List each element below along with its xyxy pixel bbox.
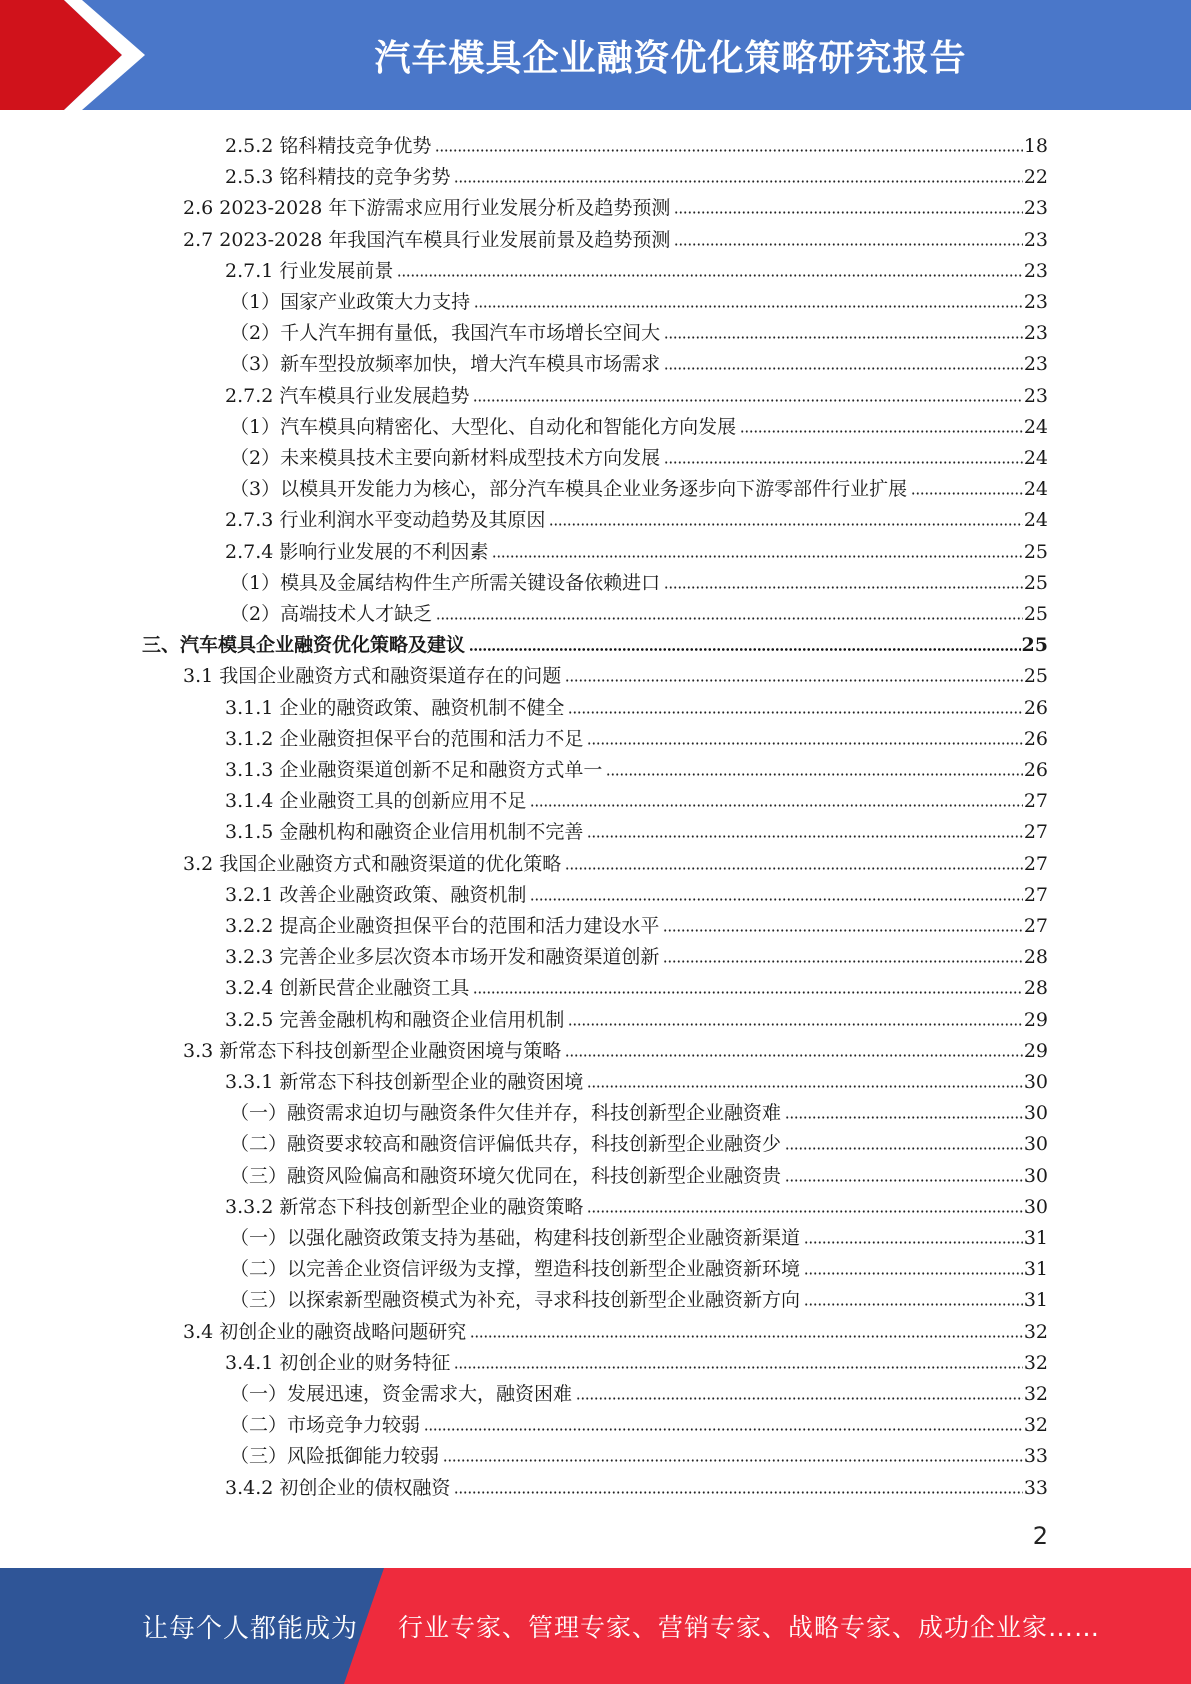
toc-entry-label: （3）以模具开发能力为核心，部分汽车模具企业业务逐步向下游零部件行业扩展 xyxy=(230,478,908,501)
toc-dot-leader xyxy=(576,1397,1023,1400)
toc-dot-leader xyxy=(473,991,1022,994)
toc-entry-label: （一）融资需求迫切与融资条件欠佳并存，科技创新型企业融资难 xyxy=(230,1102,782,1125)
toc-entry[interactable] xyxy=(230,470,1048,500)
toc-entry-page: 23 xyxy=(1023,291,1048,313)
toc-dot-leader xyxy=(674,211,1022,214)
toc-entry-label: 3.2.5 完善金融机构和融资企业信用机制 xyxy=(225,1008,565,1031)
toc-entry-page: 25 xyxy=(1023,571,1048,594)
toc-entry[interactable] xyxy=(230,314,1048,344)
toc-entry-label: 三、汽车模具企业融资优化策略及建议 xyxy=(142,634,466,657)
toc-dot-leader xyxy=(568,1023,1022,1026)
toc-entry-page: 23 xyxy=(1023,259,1048,282)
toc-entry-page: 31 xyxy=(1023,1289,1048,1312)
toc-entry-page: 18 xyxy=(1023,135,1048,157)
toc-dot-leader xyxy=(397,274,1022,277)
toc-entry[interactable] xyxy=(230,1219,1048,1249)
toc-entry-label: 2.5.3 铭科精技的竞争劣势 xyxy=(225,166,451,189)
toc-dot-leader xyxy=(804,1241,1023,1244)
toc-entry[interactable] xyxy=(225,876,1048,906)
toc-entry[interactable] xyxy=(225,1001,1048,1031)
header-banner xyxy=(0,0,1191,110)
toc-dot-leader xyxy=(663,929,1022,932)
toc-entry[interactable] xyxy=(230,1281,1048,1311)
toc-entry-label: （1）模具及金属结构件生产所需关键设备依赖进口 xyxy=(230,571,661,594)
toc-entry[interactable] xyxy=(183,1032,1048,1062)
toc-entry[interactable] xyxy=(225,1063,1048,1093)
toc-entry-page: 23 xyxy=(1023,384,1048,407)
toc-entry-label: （一）以强化融资政策支持为基础，构建科技创新型企业融资新渠道 xyxy=(230,1227,801,1249)
toc-dot-leader xyxy=(804,1303,1023,1306)
toc-dot-leader xyxy=(785,1179,1023,1182)
toc-dot-leader xyxy=(469,648,1021,651)
toc-entry[interactable] xyxy=(183,1313,1048,1343)
toc-dot-leader xyxy=(804,1272,1023,1275)
toc-entry[interactable] xyxy=(230,408,1048,438)
toc-entry-label: （三）融资风险偏高和融资环境欠优同在，科技创新型企业融资贵 xyxy=(230,1164,782,1187)
toc-dot-leader xyxy=(785,1147,1023,1150)
toc-entry-label: 2.5.2 铭科精技竞争优势 xyxy=(225,135,432,157)
toc-dot-leader xyxy=(663,960,1022,963)
toc-entry-label: （二）市场竞争力较弱 xyxy=(230,1414,421,1437)
toc-dot-leader xyxy=(549,523,1022,526)
toc-entry-page: 26 xyxy=(1023,696,1048,719)
toc-dot-leader xyxy=(454,180,1022,183)
toc-dot-leader xyxy=(565,1054,1023,1057)
toc-entry-page: 28 xyxy=(1023,946,1048,969)
toc-entry[interactable] xyxy=(225,751,1048,781)
toc-entry-label: 2.7 2023-2028 年我国汽车模具行业发展前景及趋势预测 xyxy=(183,228,671,251)
toc-entry-page: 26 xyxy=(1023,759,1048,781)
toc-entry-label: （1）汽车模具向精密化、大型化、自动化和智能化方向发展 xyxy=(230,415,737,438)
toc-dot-leader xyxy=(436,617,1023,620)
toc-entry[interactable] xyxy=(230,1125,1048,1155)
toc-dot-leader xyxy=(587,1085,1022,1088)
toc-entry-page: 24 xyxy=(1023,478,1048,501)
toc-entry-page: 33 xyxy=(1023,1476,1048,1499)
toc-entry[interactable] xyxy=(225,720,1048,750)
toc-entry[interactable] xyxy=(230,1157,1048,1187)
toc-entry-page: 23 xyxy=(1023,197,1048,220)
toc-dot-leader xyxy=(492,555,1022,558)
toc-entry-page: 25 xyxy=(1023,540,1048,563)
toc-entry[interactable] xyxy=(230,1437,1048,1467)
toc-entry-page: 30 xyxy=(1023,1195,1048,1218)
toc-dot-leader xyxy=(911,492,1023,495)
toc-entry-page: 25 xyxy=(1021,634,1048,657)
toc-entry-label: 3.4 初创企业的融资战略问题研究 xyxy=(183,1320,467,1343)
toc-entry[interactable] xyxy=(225,1469,1048,1499)
toc-entry-label: 3.1.4 企业融资工具的创新应用不足 xyxy=(225,790,527,813)
toc-entry[interactable] xyxy=(183,189,1048,219)
toc-entry-label: 3.1.1 企业的融资政策、融资机制不健全 xyxy=(225,696,565,719)
toc-dot-leader xyxy=(785,1116,1023,1119)
toc-entry-label: （2）未来模具技术主要向新材料成型技术方向发展 xyxy=(230,447,661,469)
toc-dot-leader xyxy=(740,430,1023,433)
toc-entry-page: 30 xyxy=(1023,1071,1048,1093)
toc-entry[interactable] xyxy=(225,127,1048,157)
toc-entry-label: （2）高端技术人才缺乏 xyxy=(230,603,433,625)
toc-entry-label: （2）千人汽车拥有量低，我国汽车市场增长空间大 xyxy=(230,322,661,345)
toc-entry-label: 3.4.2 初创企业的债权融资 xyxy=(225,1476,451,1499)
toc-entry[interactable] xyxy=(230,1250,1048,1280)
toc-entry-label: 3.2.1 改善企业融资政策、融资机制 xyxy=(225,883,527,906)
toc-dot-leader xyxy=(587,742,1022,745)
toc-dot-leader xyxy=(674,243,1022,246)
toc-entry-page: 23 xyxy=(1023,228,1048,251)
toc-entry-page: 27 xyxy=(1023,790,1048,813)
toc-entry-page: 31 xyxy=(1023,1258,1048,1281)
toc-dot-leader xyxy=(530,804,1022,807)
toc-entry-page: 27 xyxy=(1023,852,1048,875)
toc-entry-label: 3.3.1 新常态下科技创新型企业的融资困境 xyxy=(225,1071,584,1093)
toc-dot-leader xyxy=(565,867,1023,870)
toc-entry-label: 3.2.4 创新民营企业融资工具 xyxy=(225,977,470,1000)
toc-dot-leader xyxy=(606,773,1022,776)
toc-entry-page: 22 xyxy=(1023,166,1048,189)
toc-entry-label: 3.2.3 完善企业多层次资本市场开发和融资渠道创新 xyxy=(225,946,660,969)
toc-entry-label: 3.3.2 新常态下科技创新型企业的融资策略 xyxy=(225,1195,584,1218)
toc-entry-label: （三）以探索新型融资模式为补充，寻求科技创新型企业融资新方向 xyxy=(230,1289,801,1312)
toc-dot-leader xyxy=(454,1491,1022,1494)
toc-entry[interactable] xyxy=(225,969,1048,999)
toc-entry-page: 29 xyxy=(1023,1008,1048,1031)
toc-entry-label: （一）发展迅速，资金需求大，融资困难 xyxy=(230,1383,573,1405)
toc-entry[interactable] xyxy=(225,501,1048,531)
toc-entry-page: 23 xyxy=(1023,353,1048,376)
toc-entry[interactable] xyxy=(230,283,1048,313)
toc-dot-leader xyxy=(424,1428,1023,1431)
toc-entry-page: 25 xyxy=(1023,665,1048,688)
toc-entry[interactable] xyxy=(230,1406,1048,1436)
toc-dot-leader xyxy=(664,336,1023,339)
toc-entry-page: 32 xyxy=(1023,1320,1048,1343)
toc-entry[interactable] xyxy=(225,533,1048,563)
toc-entry-page: 25 xyxy=(1023,603,1048,625)
toc-entry[interactable] xyxy=(225,377,1048,407)
toc-entry-page: 24 xyxy=(1023,447,1048,469)
toc-entry[interactable] xyxy=(225,938,1048,968)
toc-entry-page: 27 xyxy=(1023,883,1048,906)
toc-entry[interactable] xyxy=(183,221,1048,251)
toc-entry-label: 2.7.3 行业利润水平变动趋势及其原因 xyxy=(225,509,546,532)
toc-entry-label: （3）新车型投放频率加快，增大汽车模具市场需求 xyxy=(230,353,661,376)
toc-entry[interactable] xyxy=(225,782,1048,812)
toc-entry-label: 2.7.2 汽车模具行业发展趋势 xyxy=(225,384,470,407)
toc-entry[interactable] xyxy=(142,626,1048,656)
toc-entry[interactable] xyxy=(225,907,1048,937)
toc-entry[interactable] xyxy=(225,252,1048,282)
toc-dot-leader xyxy=(568,711,1022,714)
toc-entry-page: 28 xyxy=(1023,977,1048,1000)
toc-dot-leader xyxy=(435,149,1022,152)
toc-entry-page: 27 xyxy=(1023,821,1048,844)
toc-entry-page: 30 xyxy=(1023,1102,1048,1125)
toc-entry[interactable] xyxy=(225,1344,1048,1374)
toc-entry[interactable] xyxy=(230,1094,1048,1124)
toc-entry-label: （二）以完善企业资信评级为支撑，塑造科技创新型企业融资新环境 xyxy=(230,1258,801,1281)
toc-entry-label: 2.7.1 行业发展前景 xyxy=(225,259,394,282)
toc-entry-label: 3.1.5 金融机构和融资企业信用机制不完善 xyxy=(225,821,584,844)
toc-entry-label: 3.2 我国企业融资方式和融资渠道的优化策略 xyxy=(183,852,562,875)
toc-entry[interactable] xyxy=(230,439,1048,469)
toc-entry-page: 26 xyxy=(1023,727,1048,750)
toc-entry[interactable] xyxy=(225,813,1048,843)
toc-entry-page: 24 xyxy=(1023,509,1048,532)
toc-entry-label: 3.1 我国企业融资方式和融资渠道存在的问题 xyxy=(183,665,562,688)
toc-dot-leader xyxy=(530,898,1022,901)
toc-entry-label: 3.4.1 初创企业的财务特征 xyxy=(225,1351,451,1374)
toc-entry-page: 24 xyxy=(1023,415,1048,438)
toc-entry-label: 3.2.2 提高企业融资担保平台的范围和活力建设水平 xyxy=(225,915,660,937)
toc-entry-page: 32 xyxy=(1023,1414,1048,1437)
toc-entry-label: （1）国家产业政策大力支持 xyxy=(230,291,471,313)
footer-slogan-left: 让每个人都能成为 xyxy=(142,1613,359,1644)
footer-slogan-right: 行业专家、管理专家、营销专家、战略专家、成功企业家…… xyxy=(398,1613,1101,1642)
toc-entry-page: 29 xyxy=(1023,1039,1048,1062)
toc-entry-label: 2.7.4 影响行业发展的不利因素 xyxy=(225,540,489,563)
toc-dot-leader xyxy=(587,1210,1022,1213)
toc-dot-leader xyxy=(587,835,1022,838)
toc-entry-page: 31 xyxy=(1023,1227,1048,1249)
toc-entry-label: （三）风险抵御能力较弱 xyxy=(230,1445,440,1468)
toc-entry-label: 3.1.2 企业融资担保平台的范围和活力不足 xyxy=(225,727,584,750)
toc-entry-label: 3.1.3 企业融资渠道创新不足和融资方式单一 xyxy=(225,759,603,781)
toc-entry-page: 33 xyxy=(1023,1445,1048,1468)
document-title: 汽车模具企业融资优化策略研究报告 xyxy=(374,37,967,79)
toc-entry[interactable] xyxy=(183,845,1048,875)
toc-entry-page: 32 xyxy=(1023,1383,1048,1405)
toc-entry-page: 27 xyxy=(1023,915,1048,937)
toc-dot-leader xyxy=(443,1459,1023,1462)
toc-dot-leader xyxy=(664,586,1023,589)
toc-entry-page: 23 xyxy=(1023,322,1048,345)
toc-dot-leader xyxy=(473,399,1022,402)
toc-entry[interactable] xyxy=(230,595,1048,625)
toc-entry[interactable] xyxy=(225,1188,1048,1218)
toc-entry[interactable] xyxy=(225,158,1048,188)
page-number: 2 xyxy=(1032,1522,1048,1550)
footer-banner xyxy=(0,1568,1191,1684)
toc-dot-leader xyxy=(470,1335,1023,1338)
toc-entry[interactable] xyxy=(230,345,1048,375)
toc-entry-label: 3.3 新常态下科技创新型企业融资困境与策略 xyxy=(183,1039,562,1062)
toc-entry-label: 2.6 2023-2028 年下游需求应用行业发展分析及趋势预测 xyxy=(183,197,671,220)
toc-entry-page: 30 xyxy=(1023,1133,1048,1156)
toc-entry[interactable] xyxy=(230,1375,1048,1405)
toc-dot-leader xyxy=(664,367,1023,370)
toc-dot-leader xyxy=(664,461,1023,464)
toc-entry-label: （二）融资要求较高和融资信评偏低共存，科技创新型企业融资少 xyxy=(230,1133,782,1156)
toc-dot-leader xyxy=(565,679,1023,682)
toc-dot-leader xyxy=(474,305,1023,308)
toc-entry[interactable] xyxy=(183,657,1048,687)
toc-entry-page: 32 xyxy=(1023,1351,1048,1374)
toc-entry[interactable] xyxy=(230,564,1048,594)
toc-entry[interactable] xyxy=(225,689,1048,719)
toc-dot-leader xyxy=(454,1366,1022,1369)
toc-entry-page: 30 xyxy=(1023,1164,1048,1187)
